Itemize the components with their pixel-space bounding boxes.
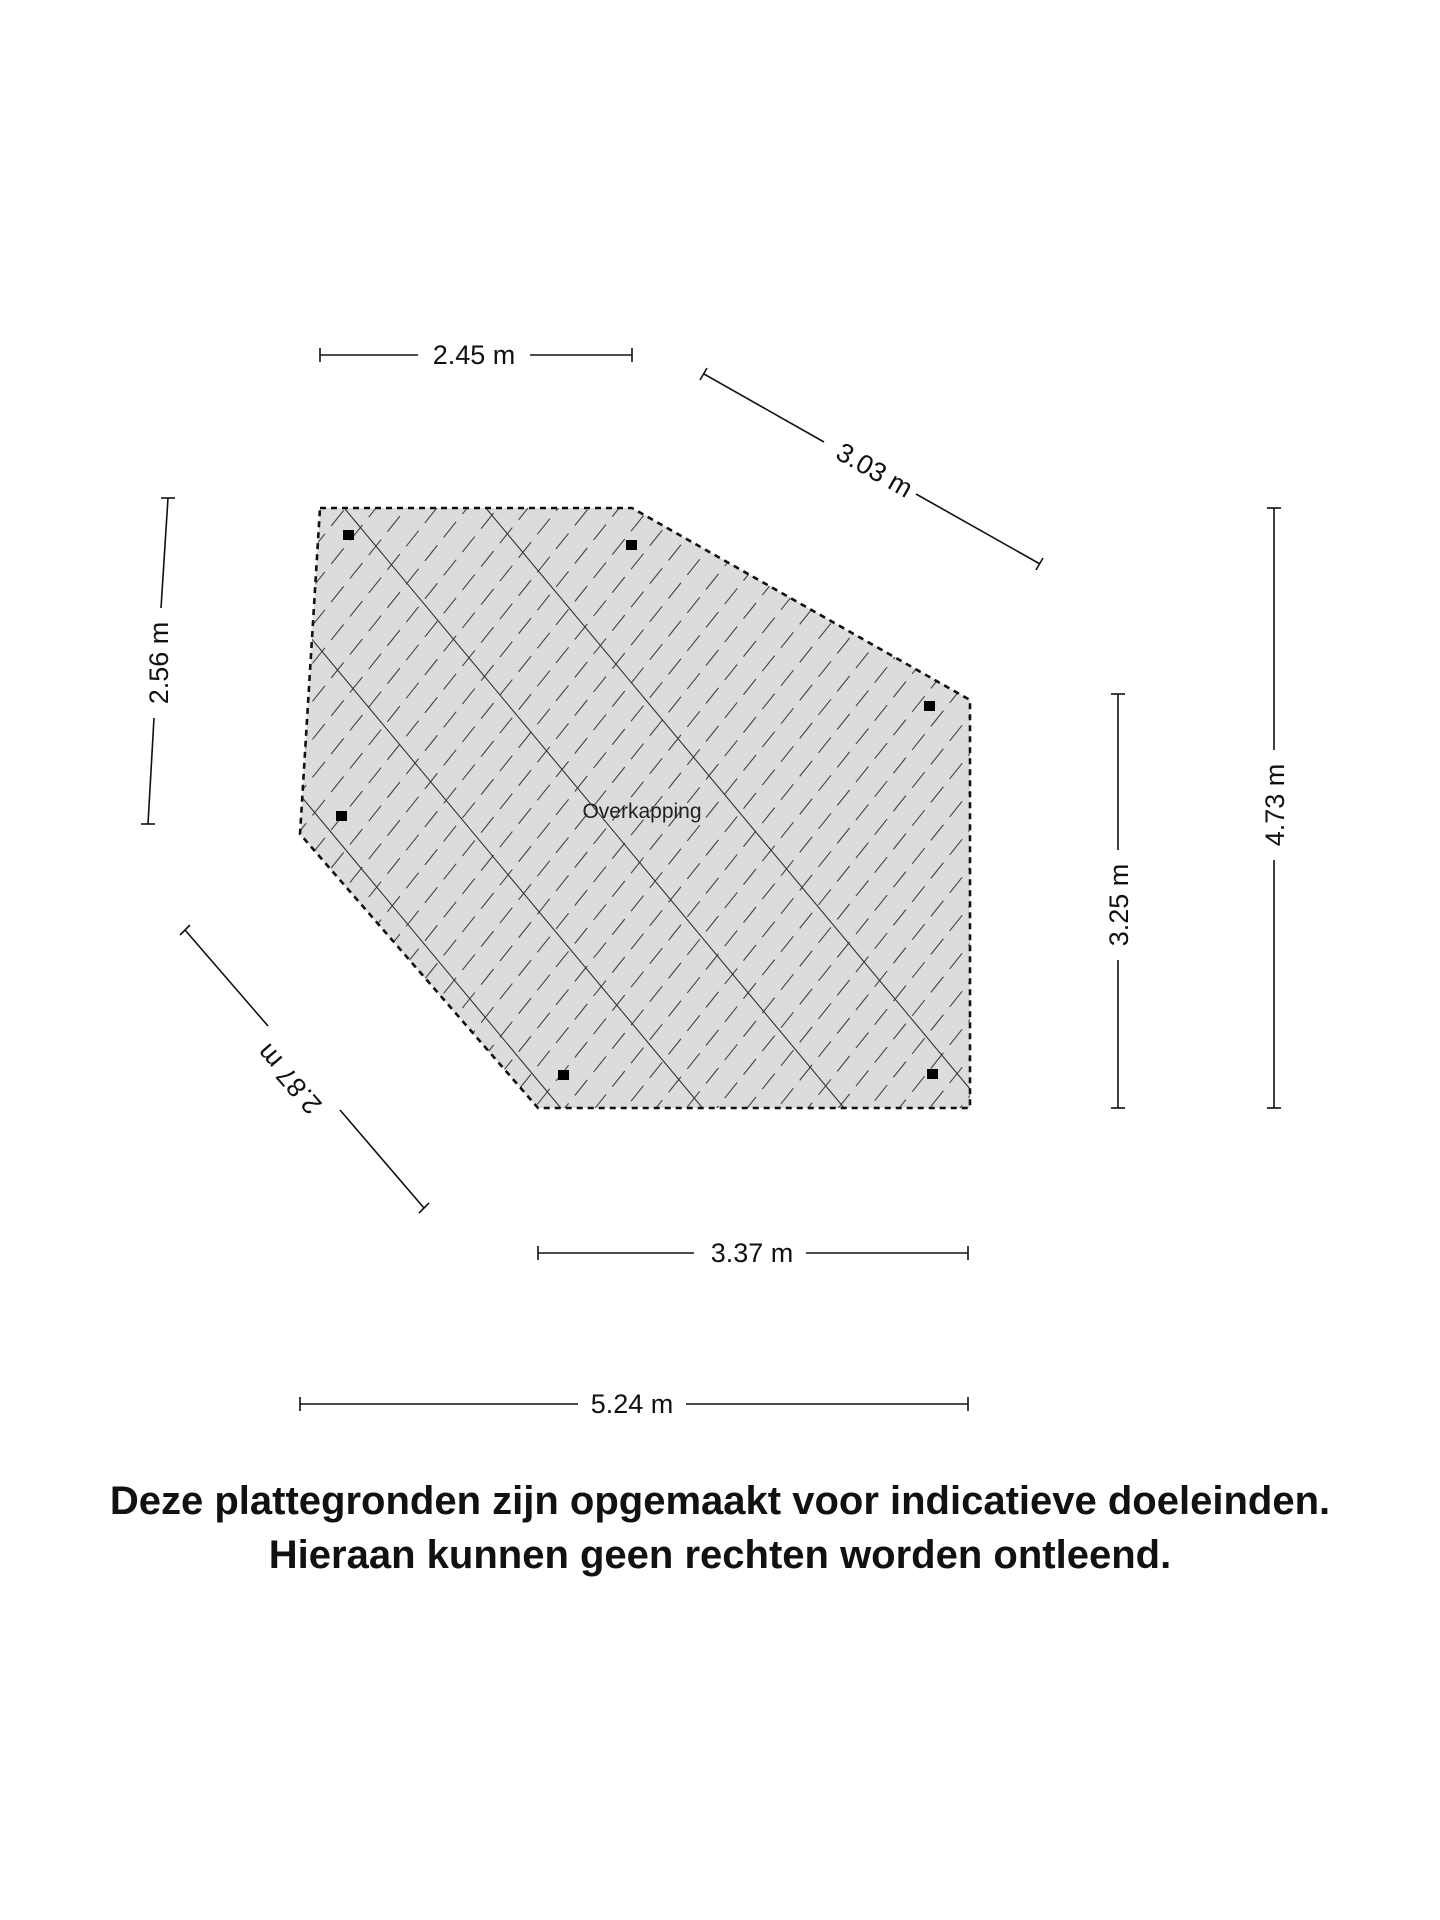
hatch-line-dashed <box>200 0 1100 462</box>
post-marker <box>924 701 935 711</box>
dimension-label: 5.24 m <box>590 1389 674 1419</box>
post-marker <box>558 1070 569 1080</box>
dimension-label: 3.25 m <box>1104 863 1134 947</box>
hatch-line-dashed <box>200 0 1100 310</box>
dimension-top <box>320 340 632 370</box>
dimension-label: 2.87 m <box>250 1037 328 1120</box>
post-marker <box>927 1069 938 1079</box>
hatch-line-dashed <box>200 0 1100 576</box>
dimension-bottom-left-diagonal <box>180 925 429 1213</box>
post-marker <box>626 540 637 550</box>
dimension-top-right-diagonal <box>700 368 1043 570</box>
room-label: Overkapping <box>582 800 702 823</box>
dimension-label: 2.45 m <box>432 340 516 370</box>
hatch-line-dashed <box>200 0 1100 500</box>
dimension-bottom-inner <box>538 1238 968 1268</box>
dimension-bottom-outer <box>300 1389 968 1419</box>
dimension-label: 4.73 m <box>1260 763 1290 847</box>
hatch-line-dashed <box>200 0 1100 538</box>
hatch-line-dashed <box>200 0 1100 386</box>
dimension-label: 3.03 m <box>831 436 918 504</box>
post-marker <box>343 530 354 540</box>
hatch-line-dashed <box>200 0 1100 424</box>
disclaimer-line-2: Hieraan kunnen geen rechten worden ontleend. <box>268 1533 1172 1577</box>
dimension-label: 2.56 m <box>144 621 174 705</box>
post-marker <box>336 811 347 821</box>
dimension-right-inner <box>1104 694 1134 1108</box>
disclaimer-line-1: Deze plattegronden zijn opgemaakt voor indicatieve doeleinden. <box>109 1479 1331 1523</box>
dimension-label: 3.37 m <box>710 1238 794 1268</box>
dimension-left <box>141 498 175 824</box>
hatch-line-dashed <box>200 0 1100 348</box>
dimension-right-outer <box>1260 508 1290 1108</box>
